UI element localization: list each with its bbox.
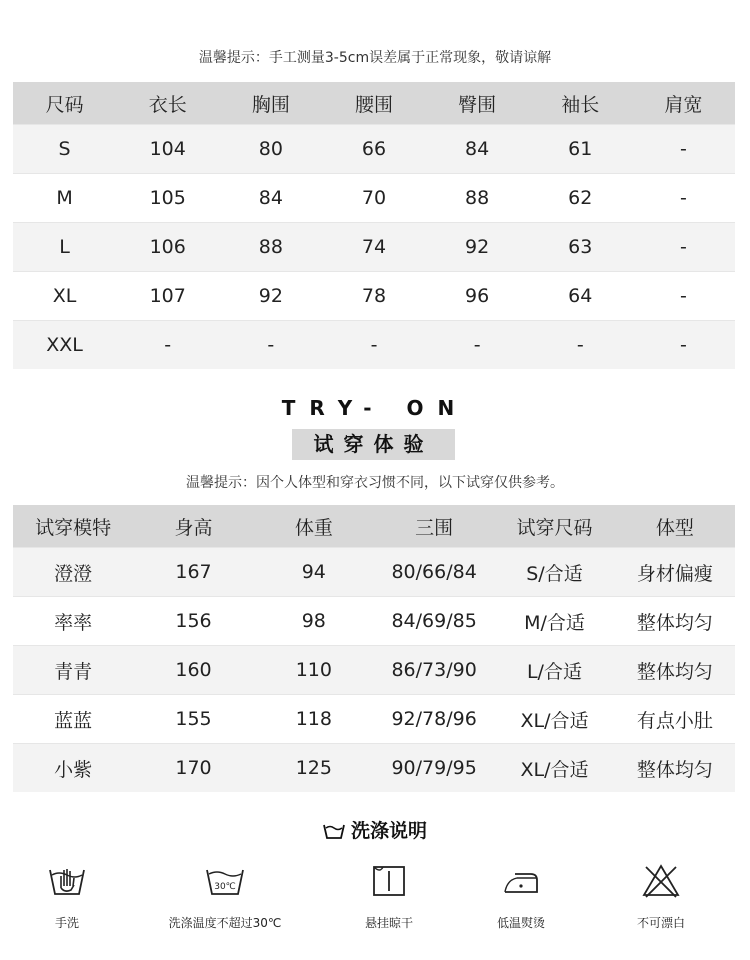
- tryon-table-cell: XL/合适: [494, 744, 614, 793]
- size-table-header-cell: 尺码: [13, 82, 116, 125]
- size-table-header-cell: 腰围: [322, 82, 425, 125]
- tryon-table-cell: 有点小肚: [615, 695, 735, 744]
- tryon-table-header-cell: 三围: [374, 505, 494, 548]
- size-table-cell: 92: [219, 272, 322, 321]
- tryon-table-cell: 155: [133, 695, 253, 744]
- tryon-table-row: [13, 695, 735, 744]
- size-table-cell: M: [13, 174, 116, 223]
- size-table-cell: 104: [116, 125, 219, 174]
- tryon-table-cell: 160: [133, 646, 253, 695]
- care-label-hand-wash: 手洗: [54, 916, 79, 930]
- size-table-cell: 64: [529, 272, 632, 321]
- tryon-table-cell: 90/79/95: [374, 744, 494, 793]
- wash-tub-icon: [323, 822, 345, 840]
- size-table-cell: 78: [322, 272, 425, 321]
- size-table-cell: 88: [426, 174, 529, 223]
- tryon-table-cell: 118: [254, 695, 374, 744]
- care-label-no-bleach: 不可漂白: [636, 916, 685, 930]
- tryon-table-cell: 84/69/85: [374, 597, 494, 646]
- size-table-header-cell: 臀围: [426, 82, 529, 125]
- tryon-table-cell: 整体均匀: [615, 597, 735, 646]
- size-table-cell: 66: [322, 125, 425, 174]
- size-table-cell: 84: [219, 174, 322, 223]
- tryon-table-cell: 澄澄: [13, 548, 133, 597]
- size-table-cell: 88: [219, 223, 322, 272]
- tryon-table-cell: 身材偏瘦: [615, 548, 735, 597]
- tryon-table-header-cell: 试穿尺码: [494, 505, 614, 548]
- size-table: [13, 82, 735, 369]
- tryon-table-header-cell: 身高: [133, 505, 253, 548]
- size-table-row: [13, 223, 735, 272]
- size-table-cell: 84: [426, 125, 529, 174]
- tryon-table-cell: S/合适: [494, 548, 614, 597]
- tryon-table-cell: 92/78/96: [374, 695, 494, 744]
- care-label-wash-30: 洗涤温度不超过30℃: [168, 916, 282, 930]
- tryon-title: TRY- ON: [281, 396, 469, 420]
- size-table-body: [13, 125, 735, 370]
- size-table-cell: -: [116, 321, 219, 370]
- tryon-table-cell: XL/合适: [494, 695, 614, 744]
- size-table-cell: -: [632, 272, 735, 321]
- wash-30-icon: [204, 864, 246, 898]
- tryon-table-row: [13, 597, 735, 646]
- size-table-cell: 63: [529, 223, 632, 272]
- size-table-cell: -: [219, 321, 322, 370]
- size-table-cell: -: [322, 321, 425, 370]
- care-item-wash-30: [150, 858, 300, 931]
- tryon-table: [13, 505, 735, 792]
- tryon-notice: 温馨提示：因个人体型和穿衣习惯不同，以下试穿仅供参考。: [186, 475, 564, 491]
- size-table-cell: -: [529, 321, 632, 370]
- size-table-cell: 61: [529, 125, 632, 174]
- tryon-table-header-cell: 体重: [254, 505, 374, 548]
- size-table-header-cell: 肩宽: [632, 82, 735, 125]
- tryon-table-row: [13, 646, 735, 695]
- tryon-table-cell: L/合适: [494, 646, 614, 695]
- tryon-table-row: [13, 548, 735, 597]
- size-table-header: [13, 82, 735, 125]
- tryon-table-cell: 167: [133, 548, 253, 597]
- tryon-table-cell: 156: [133, 597, 253, 646]
- tryon-table-row: [13, 744, 735, 793]
- size-table-cell: 92: [426, 223, 529, 272]
- care-item-no-bleach: [586, 858, 736, 931]
- wash-temp-text: 30℃: [214, 882, 236, 892]
- size-table-cell: 106: [116, 223, 219, 272]
- size-table-cell: 80: [219, 125, 322, 174]
- size-table-cell: XXL: [13, 321, 116, 370]
- hand-wash-icon: [47, 864, 87, 898]
- size-table-cell: 96: [426, 272, 529, 321]
- care-item-hand-wash: [0, 858, 142, 931]
- washing-heading: [0, 816, 750, 843]
- tryon-table-cell: 小紫: [13, 744, 133, 793]
- size-table-cell: 107: [116, 272, 219, 321]
- size-table-cell: S: [13, 125, 116, 174]
- size-table-row: [13, 272, 735, 321]
- tryon-table-cell: 青青: [13, 646, 133, 695]
- low-iron-icon: [501, 866, 541, 896]
- tryon-subtitle: 试穿体验: [292, 429, 455, 460]
- size-table-cell: -: [632, 174, 735, 223]
- care-label-low-iron: 低温熨烫: [496, 916, 545, 930]
- tryon-table-header: [13, 505, 735, 548]
- size-table-row: [13, 125, 735, 174]
- tryon-table-cell: 整体均匀: [615, 744, 735, 793]
- size-table-cell: XL: [13, 272, 116, 321]
- tryon-table-cell: 整体均匀: [615, 646, 735, 695]
- size-table-cell: 62: [529, 174, 632, 223]
- care-item-hang-dry: [314, 858, 464, 931]
- size-table-header-cell: 衣长: [116, 82, 219, 125]
- washing-title: 洗涤说明: [350, 820, 427, 842]
- tryon-table-cell: 125: [254, 744, 374, 793]
- care-label-hang-dry: 悬挂晾干: [364, 916, 413, 930]
- size-table-cell: -: [632, 125, 735, 174]
- tryon-table-cell: 率率: [13, 597, 133, 646]
- size-table-cell: -: [632, 321, 735, 370]
- tryon-table-header-cell: 体型: [615, 505, 735, 548]
- tryon-table-cell: M/合适: [494, 597, 614, 646]
- tryon-table-header-cell: 试穿模特: [13, 505, 133, 548]
- size-table-cell: 70: [322, 174, 425, 223]
- size-table-cell: 74: [322, 223, 425, 272]
- tryon-table-cell: 94: [254, 548, 374, 597]
- no-bleach-icon: [641, 863, 681, 899]
- hang-dry-icon: [372, 864, 406, 898]
- size-table-row: [13, 321, 735, 370]
- size-table-cell: -: [632, 223, 735, 272]
- size-table-header-cell: 袖长: [529, 82, 632, 125]
- tryon-table-cell: 98: [254, 597, 374, 646]
- size-table-row: [13, 174, 735, 223]
- tryon-table-cell: 86/73/90: [374, 646, 494, 695]
- size-table-header-cell: 胸围: [219, 82, 322, 125]
- tryon-table-body: [13, 548, 735, 793]
- tryon-table-cell: 80/66/84: [374, 548, 494, 597]
- size-table-cell: -: [426, 321, 529, 370]
- tryon-table-cell: 170: [133, 744, 253, 793]
- care-item-low-iron: [446, 858, 596, 931]
- tryon-table-cell: 110: [254, 646, 374, 695]
- size-table-cell: L: [13, 223, 116, 272]
- size-table-cell: 105: [116, 174, 219, 223]
- tryon-table-cell: 蓝蓝: [13, 695, 133, 744]
- size-notice: 温馨提示：手工测量3-5cm误差属于正常现象，敬请谅解: [198, 50, 552, 66]
